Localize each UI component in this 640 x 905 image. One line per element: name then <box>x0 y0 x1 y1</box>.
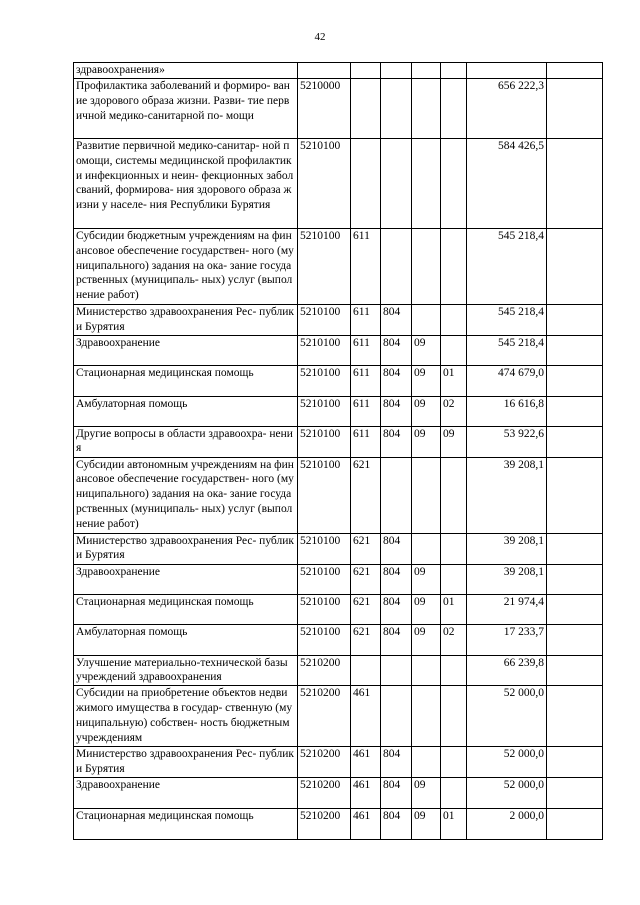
subsection-cell: 01 <box>441 808 467 839</box>
expense-type-cell: 461 <box>351 686 381 747</box>
extra-cell <box>547 777 603 808</box>
ministry-code-cell <box>381 655 412 686</box>
table-row <box>74 594 603 624</box>
extra-cell <box>547 686 603 747</box>
amount-cell: 16 616,8 <box>467 396 547 426</box>
expense-type-cell <box>351 79 381 139</box>
ministry-code-cell: 804 <box>381 594 412 624</box>
section-cell: 09 <box>412 777 441 808</box>
amount-cell: 52 000,0 <box>467 777 547 808</box>
section-cell <box>412 63 441 79</box>
section-cell <box>412 139 441 229</box>
table-row <box>74 426 603 457</box>
amount-cell: 39 208,1 <box>467 564 547 594</box>
extra-cell <box>547 594 603 624</box>
row-name-cell: Здравоохранение <box>74 564 298 594</box>
section-cell: 09 <box>412 335 441 365</box>
extra-cell <box>547 426 603 457</box>
target-article-cell: 5210100 <box>298 365 351 396</box>
table-row <box>74 63 603 79</box>
subsection-cell: 01 <box>441 594 467 624</box>
table-row <box>74 533 603 564</box>
expense-type-cell: 461 <box>351 808 381 839</box>
table-row <box>74 365 603 396</box>
subsection-cell <box>441 747 467 778</box>
extra-cell <box>547 396 603 426</box>
expense-type-cell: 621 <box>351 594 381 624</box>
target-article-cell: 5210200 <box>298 777 351 808</box>
target-article-cell: 5210100 <box>298 305 351 336</box>
target-article-cell: 5210200 <box>298 808 351 839</box>
ministry-code-cell <box>381 457 412 533</box>
row-name-cell: Стационарная медицинская помощь <box>74 365 298 396</box>
amount-cell: 545 218,4 <box>467 305 547 336</box>
target-article-cell: 5210100 <box>298 229 351 305</box>
extra-cell <box>547 808 603 839</box>
amount-cell: 474 679,0 <box>467 365 547 396</box>
row-name-cell: Улучшение материально-технической базы учреждений здравоохранения <box>74 655 298 686</box>
expense-type-cell: 461 <box>351 747 381 778</box>
ministry-code-cell: 804 <box>381 533 412 564</box>
target-article-cell: 5210100 <box>298 335 351 365</box>
expense-type-cell: 621 <box>351 564 381 594</box>
expense-type-cell: 611 <box>351 365 381 396</box>
subsection-cell <box>441 229 467 305</box>
ministry-code-cell: 804 <box>381 365 412 396</box>
section-cell <box>412 79 441 139</box>
target-article-cell <box>298 63 351 79</box>
extra-cell <box>547 655 603 686</box>
subsection-cell <box>441 533 467 564</box>
budget-table <box>73 62 603 840</box>
row-name-cell: Развитие первичной медико-санитар- ной помощи, системы медицинской профилактики инфекционных и неин- фекционных заболсваний, формирова- ния здорового образа жизни у населе- ния Республики Бурятия <box>74 139 298 229</box>
row-name-cell: Профилактика заболеваний и формиро- вание здорового образа жизни. Разви- тие первичной медико-санитарной по- мощи <box>74 79 298 139</box>
section-cell <box>412 229 441 305</box>
extra-cell <box>547 79 603 139</box>
amount-cell <box>467 63 547 79</box>
target-article-cell: 5210200 <box>298 747 351 778</box>
expense-type-cell: 621 <box>351 457 381 533</box>
amount-cell: 39 208,1 <box>467 533 547 564</box>
ministry-code-cell: 804 <box>381 396 412 426</box>
table-row <box>74 624 603 655</box>
section-cell: 09 <box>412 365 441 396</box>
row-name-cell: Здравоохранение <box>74 335 298 365</box>
row-name-cell: Амбулаторная помощь <box>74 396 298 426</box>
subsection-cell <box>441 139 467 229</box>
extra-cell <box>547 229 603 305</box>
target-article-cell: 5210100 <box>298 457 351 533</box>
table-row <box>74 564 603 594</box>
ministry-code-cell: 804 <box>381 426 412 457</box>
row-name-cell: Субсидии бюджетным учреждениям на финансовое обеспечение государствен- ного (муниципального) задания на ока- зание государственных (муниципаль- ных) услуг (выполнение работ) <box>74 229 298 305</box>
ministry-code-cell: 804 <box>381 747 412 778</box>
section-cell <box>412 533 441 564</box>
row-name-cell: Министерство здравоохранения Рес- публики Бурятия <box>74 305 298 336</box>
extra-cell <box>547 457 603 533</box>
row-name-cell: Амбулаторная помощь <box>74 624 298 655</box>
ministry-code-cell <box>381 686 412 747</box>
target-article-cell: 5210100 <box>298 594 351 624</box>
target-article-cell: 5210200 <box>298 686 351 747</box>
subsection-cell: 01 <box>441 365 467 396</box>
table-row <box>74 229 603 305</box>
subsection-cell <box>441 335 467 365</box>
extra-cell <box>547 533 603 564</box>
section-cell: 09 <box>412 808 441 839</box>
ministry-code-cell <box>381 63 412 79</box>
amount-cell: 656 222,3 <box>467 79 547 139</box>
extra-cell <box>547 139 603 229</box>
subsection-cell <box>441 457 467 533</box>
expense-type-cell: 611 <box>351 335 381 365</box>
ministry-code-cell: 804 <box>381 624 412 655</box>
row-name-cell: Субсидии автономным учреждениям на финансовое обеспечение государствен- ного (муниципального) задания на ока- зание государственных (муниципаль- ных) услуг (выполнение работ) <box>74 457 298 533</box>
section-cell <box>412 686 441 747</box>
ministry-code-cell <box>381 229 412 305</box>
section-cell: 09 <box>412 564 441 594</box>
ministry-code-cell: 804 <box>381 305 412 336</box>
expense-type-cell: 621 <box>351 533 381 564</box>
target-article-cell: 5210100 <box>298 396 351 426</box>
amount-cell: 545 218,4 <box>467 229 547 305</box>
section-cell <box>412 655 441 686</box>
expense-type-cell: 611 <box>351 396 381 426</box>
expense-type-cell: 611 <box>351 305 381 336</box>
section-cell: 09 <box>412 396 441 426</box>
extra-cell <box>547 335 603 365</box>
subsection-cell <box>441 686 467 747</box>
extra-cell <box>547 305 603 336</box>
ministry-code-cell <box>381 139 412 229</box>
target-article-cell: 5210000 <box>298 79 351 139</box>
table-row <box>74 79 603 139</box>
amount-cell: 2 000,0 <box>467 808 547 839</box>
ministry-code-cell: 804 <box>381 335 412 365</box>
ministry-code-cell <box>381 79 412 139</box>
extra-cell <box>547 365 603 396</box>
expense-type-cell: 621 <box>351 624 381 655</box>
table-row <box>74 655 603 686</box>
table-row <box>74 777 603 808</box>
row-name-cell: Другие вопросы в области здравоохра- нения <box>74 426 298 457</box>
row-name-cell: Министерство здравоохранения Рес- публики Бурятия <box>74 747 298 778</box>
subsection-cell <box>441 564 467 594</box>
table-row <box>74 396 603 426</box>
section-cell: 09 <box>412 426 441 457</box>
subsection-cell: 02 <box>441 396 467 426</box>
row-name-cell: Стационарная медицинская помощь <box>74 808 298 839</box>
extra-cell <box>547 564 603 594</box>
amount-cell: 39 208,1 <box>467 457 547 533</box>
ministry-code-cell: 804 <box>381 777 412 808</box>
expense-type-cell <box>351 655 381 686</box>
row-name-cell: Стационарная медицинская помощь <box>74 594 298 624</box>
target-article-cell: 5210100 <box>298 533 351 564</box>
table-row <box>74 139 603 229</box>
target-article-cell: 5210200 <box>298 655 351 686</box>
expense-type-cell: 461 <box>351 777 381 808</box>
section-cell <box>412 747 441 778</box>
table-row <box>74 305 603 336</box>
table-row <box>74 808 603 839</box>
extra-cell <box>547 63 603 79</box>
ministry-code-cell: 804 <box>381 808 412 839</box>
expense-type-cell: 611 <box>351 229 381 305</box>
subsection-cell: 09 <box>441 426 467 457</box>
row-name-cell: Министерство здравоохранения Рес- публики Бурятия <box>74 533 298 564</box>
section-cell <box>412 457 441 533</box>
amount-cell: 53 922,6 <box>467 426 547 457</box>
table-row <box>74 335 603 365</box>
row-name-cell: здравоохранения» <box>74 63 298 79</box>
row-name-cell: Здравоохранение <box>74 777 298 808</box>
target-article-cell: 5210100 <box>298 564 351 594</box>
extra-cell <box>547 624 603 655</box>
table-row <box>74 686 603 747</box>
row-name-cell: Субсидии на приобретение объектов недвижимого имущества в государ- ственную (муниципальную) собствен- ность бюджетным учреждениям <box>74 686 298 747</box>
target-article-cell: 5210100 <box>298 139 351 229</box>
expense-type-cell: 611 <box>351 426 381 457</box>
subsection-cell <box>441 79 467 139</box>
subsection-cell <box>441 655 467 686</box>
table-row <box>74 457 603 533</box>
amount-cell: 52 000,0 <box>467 747 547 778</box>
amount-cell: 52 000,0 <box>467 686 547 747</box>
expense-type-cell <box>351 139 381 229</box>
extra-cell <box>547 747 603 778</box>
ministry-code-cell: 804 <box>381 564 412 594</box>
subsection-cell <box>441 63 467 79</box>
subsection-cell: 02 <box>441 624 467 655</box>
amount-cell: 584 426,5 <box>467 139 547 229</box>
section-cell: 09 <box>412 624 441 655</box>
subsection-cell <box>441 777 467 808</box>
amount-cell: 66 239,8 <box>467 655 547 686</box>
amount-cell: 17 233,7 <box>467 624 547 655</box>
table-row <box>74 747 603 778</box>
amount-cell: 21 974,4 <box>467 594 547 624</box>
section-cell: 09 <box>412 594 441 624</box>
amount-cell: 545 218,4 <box>467 335 547 365</box>
section-cell <box>412 305 441 336</box>
page-number: 42 <box>314 31 326 43</box>
target-article-cell: 5210100 <box>298 624 351 655</box>
expense-type-cell <box>351 63 381 79</box>
subsection-cell <box>441 305 467 336</box>
target-article-cell: 5210100 <box>298 426 351 457</box>
